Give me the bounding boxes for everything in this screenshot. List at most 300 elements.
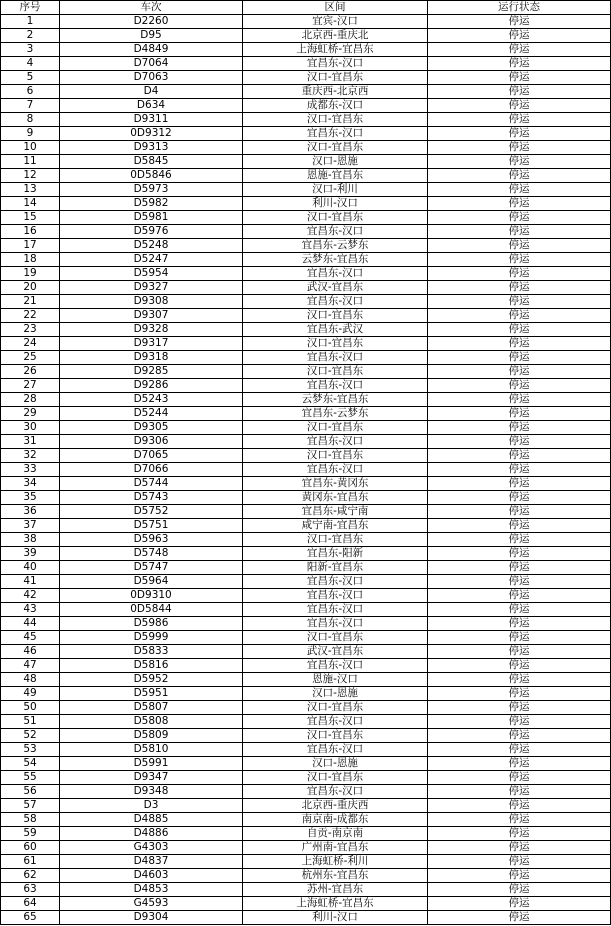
cell-seq: 39 xyxy=(1,547,60,561)
table-row xyxy=(1,617,611,631)
table-row xyxy=(1,547,611,561)
cell-train-number: D5991 xyxy=(60,757,243,771)
cell-route: 宜昌东-汉口 xyxy=(243,715,428,729)
table-row xyxy=(1,491,611,505)
cell-status: 停运 xyxy=(428,505,611,519)
table-row xyxy=(1,225,611,239)
cell-seq: 3 xyxy=(1,43,60,57)
cell-status: 停运 xyxy=(428,351,611,365)
header-status: 运行状态 xyxy=(428,1,611,15)
table-row xyxy=(1,813,611,827)
cell-route: 阳新-宜昌东 xyxy=(243,561,428,575)
cell-status: 停运 xyxy=(428,911,611,925)
cell-status: 停运 xyxy=(428,757,611,771)
cell-train-number: D5816 xyxy=(60,659,243,673)
table-row xyxy=(1,449,611,463)
cell-route: 上海虹桥-宜昌东 xyxy=(243,43,428,57)
cell-train-number: D4853 xyxy=(60,883,243,897)
table-row xyxy=(1,351,611,365)
cell-status: 停运 xyxy=(428,477,611,491)
cell-train-number: D5807 xyxy=(60,701,243,715)
table-row xyxy=(1,659,611,673)
cell-route: 汉口-宜昌东 xyxy=(243,113,428,127)
cell-route: 宜昌东-汉口 xyxy=(243,603,428,617)
cell-status: 停运 xyxy=(428,897,611,911)
cell-route: 武汉-宜昌东 xyxy=(243,281,428,295)
cell-train-number: D9328 xyxy=(60,323,243,337)
cell-status: 停运 xyxy=(428,715,611,729)
table-row xyxy=(1,323,611,337)
table-row xyxy=(1,183,611,197)
cell-train-number: D5243 xyxy=(60,393,243,407)
cell-status: 停运 xyxy=(428,309,611,323)
cell-seq: 60 xyxy=(1,841,60,855)
cell-route: 宜昌东-汉口 xyxy=(243,463,428,477)
table-row xyxy=(1,197,611,211)
table-row xyxy=(1,295,611,309)
cell-status: 停运 xyxy=(428,71,611,85)
cell-route: 宜昌东-汉口 xyxy=(243,659,428,673)
cell-status: 停运 xyxy=(428,435,611,449)
cell-status: 停运 xyxy=(428,239,611,253)
cell-status: 停运 xyxy=(428,519,611,533)
header-route: 区间 xyxy=(243,1,428,15)
cell-seq: 8 xyxy=(1,113,60,127)
cell-status: 停运 xyxy=(428,393,611,407)
table-row xyxy=(1,687,611,701)
table-row xyxy=(1,127,611,141)
table-row xyxy=(1,771,611,785)
cell-status: 停运 xyxy=(428,617,611,631)
cell-train-number: D4885 xyxy=(60,813,243,827)
table-row xyxy=(1,71,611,85)
cell-status: 停运 xyxy=(428,603,611,617)
cell-seq: 30 xyxy=(1,421,60,435)
cell-train-number: D5808 xyxy=(60,715,243,729)
table-row xyxy=(1,869,611,883)
cell-train-number: D5999 xyxy=(60,631,243,645)
cell-seq: 23 xyxy=(1,323,60,337)
cell-seq: 34 xyxy=(1,477,60,491)
cell-seq: 31 xyxy=(1,435,60,449)
cell-route: 汉口-宜昌东 xyxy=(243,211,428,225)
cell-train-number: D9306 xyxy=(60,435,243,449)
cell-seq: 42 xyxy=(1,589,60,603)
cell-train-number: D5747 xyxy=(60,561,243,575)
header-train-number: 车次 xyxy=(60,1,243,15)
table-row xyxy=(1,799,611,813)
cell-seq: 62 xyxy=(1,869,60,883)
cell-status: 停运 xyxy=(428,491,611,505)
cell-route: 宜昌东-汉口 xyxy=(243,351,428,365)
cell-train-number: D5244 xyxy=(60,407,243,421)
cell-route: 汉口-宜昌东 xyxy=(243,701,428,715)
cell-train-number: 0D5846 xyxy=(60,169,243,183)
table-row xyxy=(1,43,611,57)
cell-status: 停运 xyxy=(428,211,611,225)
cell-train-number: D5247 xyxy=(60,253,243,267)
cell-route: 宜昌东-汉口 xyxy=(243,435,428,449)
cell-seq: 65 xyxy=(1,911,60,925)
cell-route: 上海虹桥-宜昌东 xyxy=(243,897,428,911)
cell-route: 宜宾-汉口 xyxy=(243,15,428,29)
cell-status: 停运 xyxy=(428,365,611,379)
table-row xyxy=(1,631,611,645)
cell-route: 汉口-宜昌东 xyxy=(243,337,428,351)
cell-train-number: G4303 xyxy=(60,841,243,855)
cell-status: 停运 xyxy=(428,113,611,127)
cell-train-number: D5752 xyxy=(60,505,243,519)
cell-route: 汉口-恩施 xyxy=(243,687,428,701)
cell-status: 停运 xyxy=(428,197,611,211)
cell-seq: 25 xyxy=(1,351,60,365)
cell-status: 停运 xyxy=(428,561,611,575)
table-row xyxy=(1,435,611,449)
cell-train-number: D9327 xyxy=(60,281,243,295)
cell-status: 停运 xyxy=(428,869,611,883)
cell-seq: 1 xyxy=(1,15,60,29)
cell-train-number: 0D9312 xyxy=(60,127,243,141)
cell-status: 停运 xyxy=(428,533,611,547)
cell-seq: 9 xyxy=(1,127,60,141)
cell-seq: 40 xyxy=(1,561,60,575)
cell-train-number: 0D5844 xyxy=(60,603,243,617)
cell-seq: 16 xyxy=(1,225,60,239)
cell-train-number: D9304 xyxy=(60,911,243,925)
cell-route: 利川-汉口 xyxy=(243,197,428,211)
cell-route: 南京南-成都东 xyxy=(243,813,428,827)
table-row xyxy=(1,533,611,547)
cell-seq: 11 xyxy=(1,155,60,169)
cell-route: 汉口-利川 xyxy=(243,183,428,197)
cell-route: 汉口-恩施 xyxy=(243,757,428,771)
cell-seq: 36 xyxy=(1,505,60,519)
cell-status: 停运 xyxy=(428,463,611,477)
cell-route: 自贡-南京南 xyxy=(243,827,428,841)
cell-status: 停运 xyxy=(428,337,611,351)
table-row xyxy=(1,267,611,281)
cell-status: 停运 xyxy=(428,141,611,155)
cell-route: 苏州-宜昌东 xyxy=(243,883,428,897)
cell-seq: 7 xyxy=(1,99,60,113)
cell-train-number: D4 xyxy=(60,85,243,99)
cell-status: 停运 xyxy=(428,99,611,113)
cell-seq: 32 xyxy=(1,449,60,463)
cell-seq: 5 xyxy=(1,71,60,85)
cell-train-number: D5845 xyxy=(60,155,243,169)
cell-train-number: D9286 xyxy=(60,379,243,393)
cell-seq: 47 xyxy=(1,659,60,673)
cell-route: 宜昌东-武汉 xyxy=(243,323,428,337)
cell-status: 停运 xyxy=(428,673,611,687)
cell-status: 停运 xyxy=(428,267,611,281)
cell-train-number: D5751 xyxy=(60,519,243,533)
cell-train-number: D5963 xyxy=(60,533,243,547)
cell-route: 广州南-宜昌东 xyxy=(243,841,428,855)
cell-seq: 20 xyxy=(1,281,60,295)
cell-route: 宜昌东-汉口 xyxy=(243,575,428,589)
cell-route: 汉口-宜昌东 xyxy=(243,141,428,155)
table-body xyxy=(1,15,611,925)
cell-status: 停运 xyxy=(428,29,611,43)
cell-seq: 33 xyxy=(1,463,60,477)
cell-route: 北京西-重庆北 xyxy=(243,29,428,43)
cell-train-number: D5952 xyxy=(60,673,243,687)
table-row xyxy=(1,883,611,897)
table-row xyxy=(1,393,611,407)
table-row xyxy=(1,15,611,29)
table-row xyxy=(1,757,611,771)
cell-route: 宜昌东-汉口 xyxy=(243,785,428,799)
table-row xyxy=(1,463,611,477)
cell-seq: 49 xyxy=(1,687,60,701)
cell-status: 停运 xyxy=(428,155,611,169)
cell-train-number: D5743 xyxy=(60,491,243,505)
cell-route: 恩施-宜昌东 xyxy=(243,169,428,183)
table-row xyxy=(1,561,611,575)
cell-route: 宜昌东-阳新 xyxy=(243,547,428,561)
cell-status: 停运 xyxy=(428,379,611,393)
cell-status: 停运 xyxy=(428,85,611,99)
cell-train-number: D5951 xyxy=(60,687,243,701)
cell-route: 汉口-宜昌东 xyxy=(243,533,428,547)
cell-route: 利川-汉口 xyxy=(243,911,428,925)
table-row xyxy=(1,99,611,113)
table-row xyxy=(1,407,611,421)
cell-route: 宜昌东-云梦东 xyxy=(243,407,428,421)
cell-status: 停运 xyxy=(428,659,611,673)
cell-route: 宜昌东-汉口 xyxy=(243,127,428,141)
table-row xyxy=(1,477,611,491)
cell-seq: 56 xyxy=(1,785,60,799)
table-row xyxy=(1,743,611,757)
cell-train-number: D9317 xyxy=(60,337,243,351)
cell-train-number: D5248 xyxy=(60,239,243,253)
cell-train-number: D9307 xyxy=(60,309,243,323)
table-row xyxy=(1,253,611,267)
table-row xyxy=(1,169,611,183)
table-row xyxy=(1,911,611,925)
cell-train-number: D7066 xyxy=(60,463,243,477)
cell-train-number: D5744 xyxy=(60,477,243,491)
cell-status: 停运 xyxy=(428,841,611,855)
cell-route: 宜昌东-咸宁南 xyxy=(243,505,428,519)
cell-seq: 2 xyxy=(1,29,60,43)
cell-route: 汉口-宜昌东 xyxy=(243,631,428,645)
cell-route: 宜昌东-汉口 xyxy=(243,589,428,603)
cell-train-number: D7065 xyxy=(60,449,243,463)
cell-train-number: D9305 xyxy=(60,421,243,435)
cell-seq: 18 xyxy=(1,253,60,267)
cell-seq: 61 xyxy=(1,855,60,869)
table-row xyxy=(1,211,611,225)
cell-seq: 55 xyxy=(1,771,60,785)
cell-train-number: D5973 xyxy=(60,183,243,197)
cell-seq: 53 xyxy=(1,743,60,757)
table-row xyxy=(1,519,611,533)
cell-route: 宜昌东-汉口 xyxy=(243,379,428,393)
cell-route: 重庆西-北京西 xyxy=(243,85,428,99)
cell-status: 停运 xyxy=(428,645,611,659)
cell-status: 停运 xyxy=(428,169,611,183)
table-row xyxy=(1,841,611,855)
cell-seq: 14 xyxy=(1,197,60,211)
cell-train-number: D9318 xyxy=(60,351,243,365)
cell-status: 停运 xyxy=(428,183,611,197)
cell-train-number: D2260 xyxy=(60,15,243,29)
table-row xyxy=(1,897,611,911)
cell-train-number: D5954 xyxy=(60,267,243,281)
table-row xyxy=(1,589,611,603)
table-row xyxy=(1,281,611,295)
cell-seq: 46 xyxy=(1,645,60,659)
table-row xyxy=(1,309,611,323)
cell-train-number: 0D9310 xyxy=(60,589,243,603)
header-row xyxy=(1,1,611,15)
cell-status: 停运 xyxy=(428,547,611,561)
cell-route: 黄冈东-宜昌东 xyxy=(243,491,428,505)
cell-seq: 15 xyxy=(1,211,60,225)
table-row xyxy=(1,141,611,155)
cell-status: 停运 xyxy=(428,743,611,757)
cell-status: 停运 xyxy=(428,295,611,309)
table-row xyxy=(1,729,611,743)
cell-seq: 41 xyxy=(1,575,60,589)
cell-seq: 19 xyxy=(1,267,60,281)
cell-seq: 28 xyxy=(1,393,60,407)
cell-status: 停运 xyxy=(428,771,611,785)
cell-train-number: D4603 xyxy=(60,869,243,883)
cell-train-number: D95 xyxy=(60,29,243,43)
table-row xyxy=(1,379,611,393)
cell-status: 停运 xyxy=(428,253,611,267)
table-row xyxy=(1,855,611,869)
cell-train-number: D3 xyxy=(60,799,243,813)
table-row xyxy=(1,57,611,71)
cell-route: 汉口-宜昌东 xyxy=(243,71,428,85)
cell-status: 停运 xyxy=(428,799,611,813)
cell-train-number: D7063 xyxy=(60,71,243,85)
cell-status: 停运 xyxy=(428,813,611,827)
cell-train-number: G4593 xyxy=(60,897,243,911)
cell-train-number: D5986 xyxy=(60,617,243,631)
cell-seq: 44 xyxy=(1,617,60,631)
cell-seq: 10 xyxy=(1,141,60,155)
cell-seq: 50 xyxy=(1,701,60,715)
table-row xyxy=(1,603,611,617)
cell-train-number: D5982 xyxy=(60,197,243,211)
table-row xyxy=(1,337,611,351)
cell-status: 停运 xyxy=(428,225,611,239)
cell-status: 停运 xyxy=(428,785,611,799)
cell-seq: 59 xyxy=(1,827,60,841)
cell-route: 宜昌东-汉口 xyxy=(243,295,428,309)
table-row xyxy=(1,645,611,659)
cell-seq: 43 xyxy=(1,603,60,617)
cell-route: 汉口-宜昌东 xyxy=(243,729,428,743)
cell-train-number: D5833 xyxy=(60,645,243,659)
cell-route: 云梦东-宜昌东 xyxy=(243,393,428,407)
cell-route: 宜昌东-黄冈东 xyxy=(243,477,428,491)
cell-train-number: D5976 xyxy=(60,225,243,239)
table-row xyxy=(1,505,611,519)
cell-train-number: D9308 xyxy=(60,295,243,309)
cell-status: 停运 xyxy=(428,883,611,897)
cell-train-number: D4849 xyxy=(60,43,243,57)
cell-status: 停运 xyxy=(428,323,611,337)
cell-seq: 35 xyxy=(1,491,60,505)
cell-route: 汉口-宜昌东 xyxy=(243,309,428,323)
cell-train-number: D5964 xyxy=(60,575,243,589)
cell-status: 停运 xyxy=(428,631,611,645)
cell-status: 停运 xyxy=(428,855,611,869)
cell-seq: 37 xyxy=(1,519,60,533)
cell-seq: 48 xyxy=(1,673,60,687)
table-row xyxy=(1,785,611,799)
table-row xyxy=(1,673,611,687)
cell-status: 停运 xyxy=(428,127,611,141)
cell-route: 恩施-汉口 xyxy=(243,673,428,687)
cell-status: 停运 xyxy=(428,589,611,603)
cell-train-number: D9348 xyxy=(60,785,243,799)
cell-status: 停运 xyxy=(428,449,611,463)
cell-train-number: D9313 xyxy=(60,141,243,155)
cell-train-number: D9311 xyxy=(60,113,243,127)
cell-status: 停运 xyxy=(428,15,611,29)
cell-seq: 64 xyxy=(1,897,60,911)
cell-seq: 63 xyxy=(1,883,60,897)
cell-status: 停运 xyxy=(428,421,611,435)
cell-train-number: D634 xyxy=(60,99,243,113)
cell-seq: 26 xyxy=(1,365,60,379)
table-row xyxy=(1,155,611,169)
cell-train-number: D5809 xyxy=(60,729,243,743)
cell-status: 停运 xyxy=(428,729,611,743)
cell-train-number: D7064 xyxy=(60,57,243,71)
table-row xyxy=(1,239,611,253)
cell-status: 停运 xyxy=(428,407,611,421)
cell-status: 停运 xyxy=(428,57,611,71)
table-row xyxy=(1,827,611,841)
cell-seq: 45 xyxy=(1,631,60,645)
cell-seq: 27 xyxy=(1,379,60,393)
cell-route: 宜昌东-汉口 xyxy=(243,743,428,757)
cell-seq: 54 xyxy=(1,757,60,771)
cell-route: 宜昌东-汉口 xyxy=(243,225,428,239)
cell-seq: 4 xyxy=(1,57,60,71)
table-row xyxy=(1,575,611,589)
cell-seq: 58 xyxy=(1,813,60,827)
cell-route: 武汉-宜昌东 xyxy=(243,645,428,659)
cell-route: 上海虹桥-利川 xyxy=(243,855,428,869)
cell-seq: 51 xyxy=(1,715,60,729)
cell-status: 停运 xyxy=(428,827,611,841)
cell-route: 宜昌东-汉口 xyxy=(243,57,428,71)
cell-train-number: D4886 xyxy=(60,827,243,841)
cell-seq: 6 xyxy=(1,85,60,99)
cell-route: 云梦东-宜昌东 xyxy=(243,253,428,267)
cell-route: 杭州东-宜昌东 xyxy=(243,869,428,883)
cell-train-number: D5748 xyxy=(60,547,243,561)
cell-route: 宜昌东-汉口 xyxy=(243,267,428,281)
table-row xyxy=(1,421,611,435)
cell-seq: 22 xyxy=(1,309,60,323)
cell-seq: 57 xyxy=(1,799,60,813)
cell-route: 汉口-恩施 xyxy=(243,155,428,169)
header-seq: 序号 xyxy=(1,1,60,15)
cell-route: 宜昌东-云梦东 xyxy=(243,239,428,253)
cell-train-number: D4837 xyxy=(60,855,243,869)
